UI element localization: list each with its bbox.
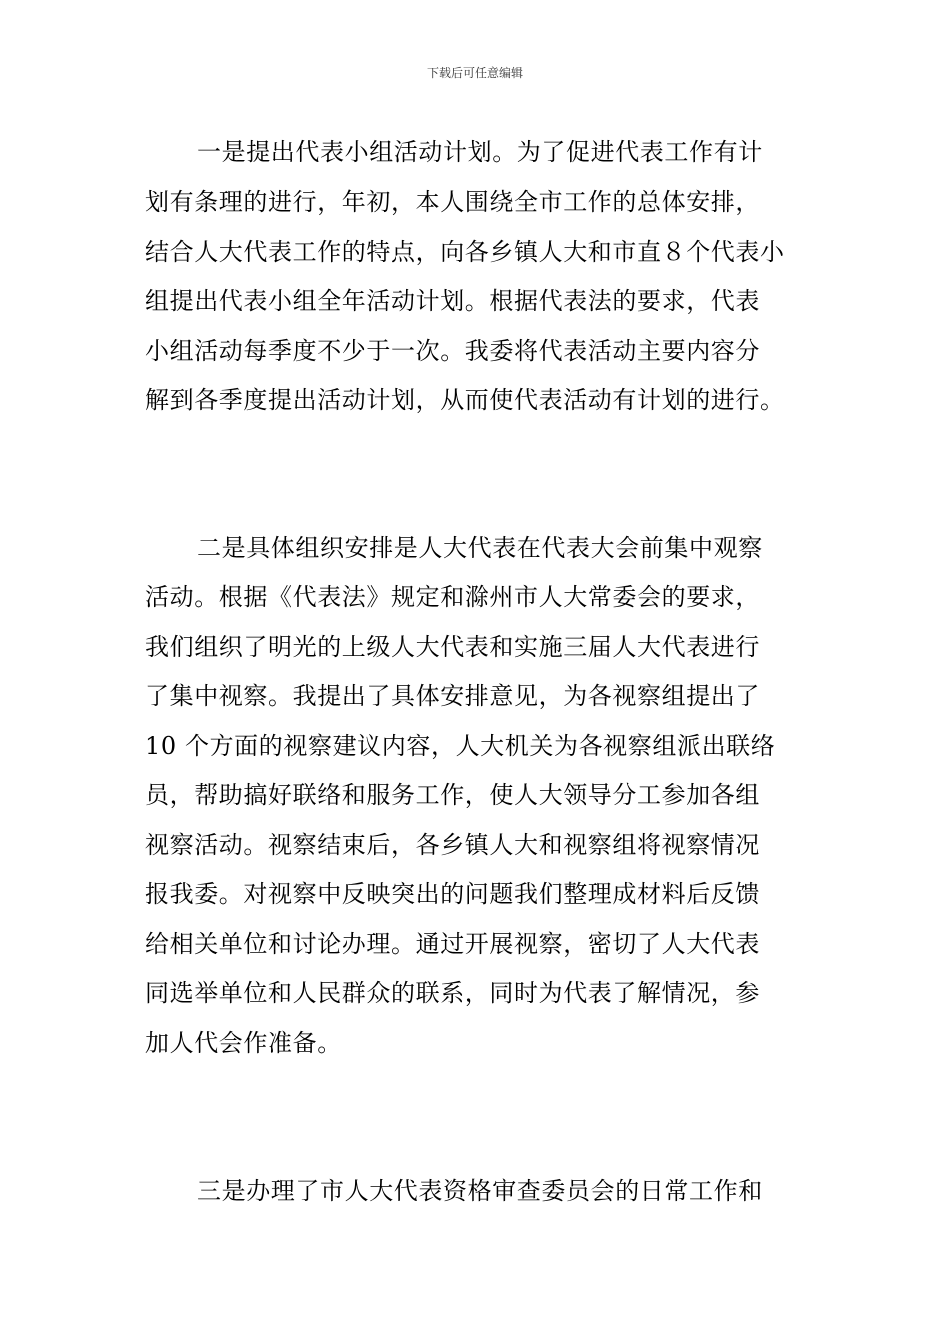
paragraph-2-line-5: 10 个方面的视察建议内容，人大机关为各视察组派出联络 <box>145 732 776 760</box>
paragraph-2-line-2: 活动。根据《代表法》规定和滁州市人大常委会的要求， <box>145 583 760 611</box>
paragraph-2-line-3: 我们组织了明光的上级人大代表和实施三届人大代表进行 <box>145 633 760 661</box>
paragraph-2-line-7: 视察活动。视察结束后，各乡镇人大和视察组将视察情况 <box>145 831 760 859</box>
page-header: 下载后可任意编辑 <box>426 66 523 80</box>
paragraph-1-line-5: 小组活动每季度不少于一次。我委将代表活动主要内容分 <box>145 337 760 365</box>
paragraph-2-line-4: 了集中视察。我提出了具体安排意见，为各视察组提出了 <box>145 682 760 710</box>
paragraph-1-line-4: 组提出代表小组全年活动计划。根据代表法的要求，代表 <box>145 287 760 315</box>
paragraph-1-line-2: 划有条理的进行，年初，本人围绕全市工作的总体安排， <box>145 188 760 216</box>
paragraph-2-line-10: 同选举单位和人民群众的联系，同时为代表了解情况，参 <box>145 979 760 1007</box>
paragraph-1-line-3: 结合人大代表工作的特点，向各乡镇人大和市直８个代表小 <box>145 238 785 266</box>
paragraph-1-line-6: 解到各季度提出活动计划，从而使代表活动有计划的进行。 <box>145 386 785 414</box>
paragraph-2-line-9: 给相关单位和讨论办理。通过开展视察，密切了人大代表 <box>145 930 760 958</box>
paragraph-3-line-1: 三是办理了市人大代表资格审查委员会的日常工作和 <box>197 1177 763 1205</box>
paragraph-2-line-8: 报我委。对视察中反映突出的问题我们整理成材料后反馈 <box>145 880 760 908</box>
paragraph-2-line-11: 加人代会作准备。 <box>145 1029 342 1057</box>
paragraph-1-line-1: 一是提出代表小组活动计划。为了促进代表工作有计 <box>197 138 763 166</box>
paragraph-2-line-6: 员，帮助搞好联络和服务工作，使人大领导分工参加各组 <box>145 781 760 809</box>
paragraph-2-line-1: 二是具体组织安排是人大代表在代表大会前集中观察 <box>197 534 763 562</box>
